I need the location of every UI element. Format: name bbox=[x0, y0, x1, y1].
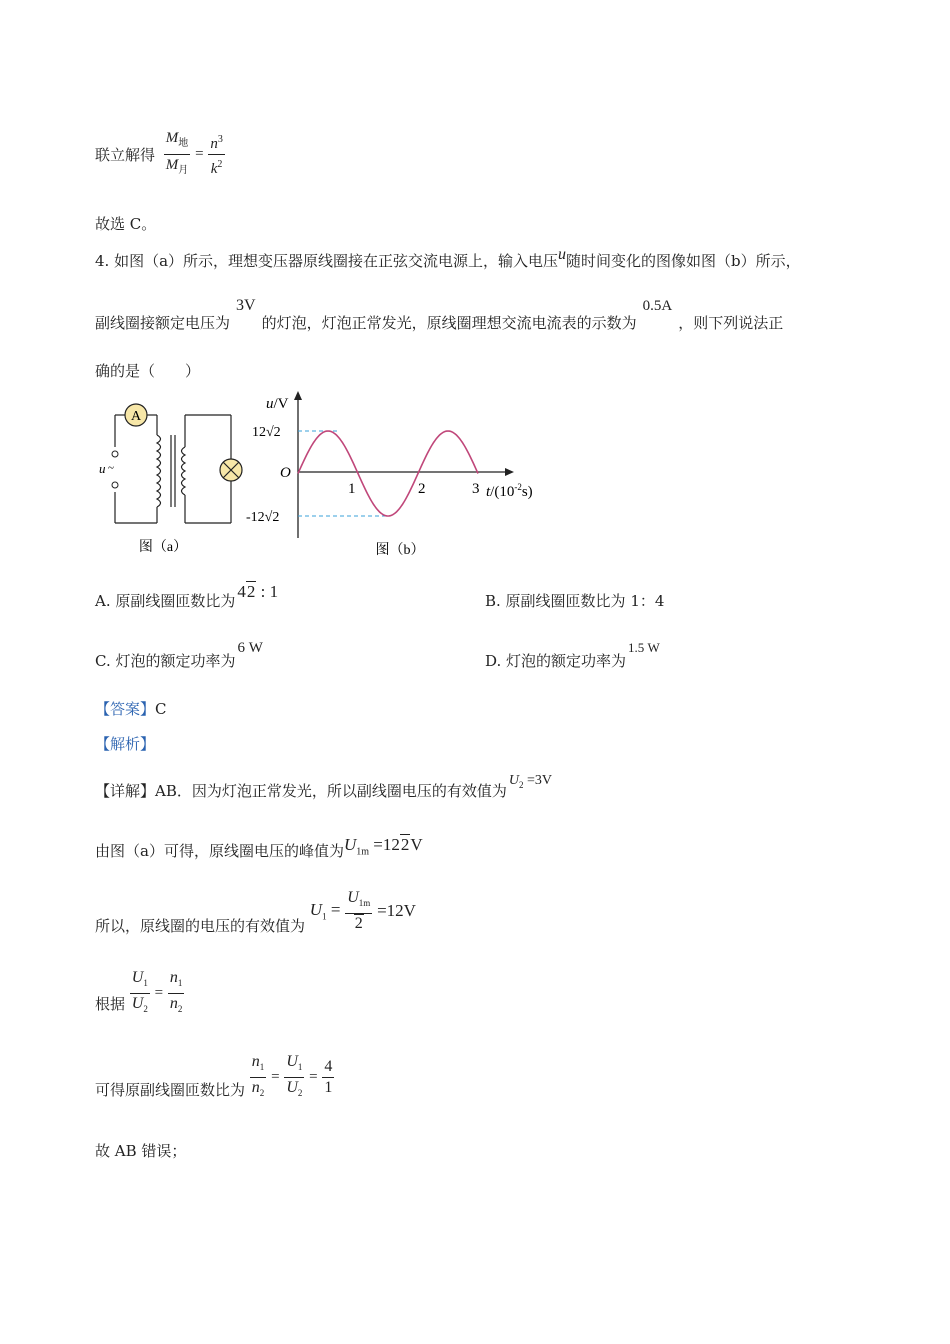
answer-value: C bbox=[155, 700, 167, 718]
solve-label: 联立解得 bbox=[95, 146, 156, 164]
x-tick-2: 2 bbox=[418, 481, 426, 497]
detail-line-5: 可得原副线圈匝数比为 $\frac{n_1}{n_2}$ = $\frac{U_1}{U_2}$ = $\frac{4}{1}$ bbox=[95, 1053, 333, 1100]
question-line-3: 确的是（ ） bbox=[95, 362, 201, 380]
option-a[interactable]: A. 原副线圈匝数比为 42 : 1 bbox=[95, 582, 279, 610]
option-a-value: 42 : 1 bbox=[237, 582, 279, 601]
y-axis-label: u/V bbox=[266, 396, 289, 412]
figure-b-caption: 图（b） bbox=[375, 543, 425, 558]
detail-line-2: 由图（a）可得，原线圈电压的峰值为$U_{1m} =122V$ bbox=[95, 835, 423, 860]
mass-ratio-fraction: $\frac{M_地}{M_月}$ bbox=[165, 130, 189, 176]
option-d[interactable]: D. 灯泡的额定功率为1.5 W bbox=[485, 640, 660, 670]
answer-line bbox=[95, 698, 167, 719]
voltage-graph bbox=[240, 388, 560, 560]
nk-fraction: $\frac{n^3}{k^2}$ bbox=[208, 130, 225, 179]
y-pos-tick: 12√2 bbox=[252, 425, 281, 440]
detail-line-4: 根据 $\frac{U_1}{U_2}$ = $\frac{n_1}{n_2}$ bbox=[95, 969, 183, 1015]
circuit-diagram bbox=[95, 395, 255, 560]
detail-line-6: 故 AB 错误； bbox=[95, 1142, 187, 1160]
ammeter-label: A bbox=[130, 409, 142, 424]
x-tick-3: 3 bbox=[472, 481, 480, 497]
option-b[interactable]: B. 原副线圈匝数比为 1：4 bbox=[485, 592, 665, 610]
choice-line: 故选 C。 bbox=[95, 215, 157, 233]
svg-text:~: ~ bbox=[108, 462, 114, 474]
source-label: u bbox=[99, 461, 106, 476]
figure-a-caption: 图（a） bbox=[138, 540, 188, 555]
question-line-1: 4. 如图（a）所示，理想变压器原线圈接在正弦交流电源上，输入电压u随时间变化的图像如图（b）所示， bbox=[95, 246, 801, 270]
sine-curve bbox=[298, 431, 478, 516]
y-neg-tick: -12√2 bbox=[246, 510, 280, 525]
rated-voltage: 3V bbox=[236, 297, 256, 314]
current-reading: 0.5A bbox=[642, 298, 673, 314]
option-c[interactable]: C. 灯泡的额定功率为6 W bbox=[95, 640, 263, 670]
x-tick-1: 1 bbox=[348, 481, 356, 497]
origin-label: O bbox=[280, 465, 291, 481]
question-line-2: 副线圈接额定电压为3V的灯泡，灯泡正常发光，原线圈理想交流电流表的示数为0.5A，则下列说法正 bbox=[95, 297, 784, 332]
x-axis-label: $t/(10^{-2}s)$ bbox=[486, 482, 533, 500]
answer-tag: 【答案】 bbox=[95, 700, 156, 718]
analysis-tag: 【解析】 bbox=[95, 735, 156, 753]
detail-line-1: 【详解】AB．因为灯泡正常发光，所以副线圈电压的有效值为$U_2 =3V$ bbox=[95, 773, 553, 800]
detail-line-3: 所以，原线圈的电压的有效值为 $U_1$ = $\frac{U_{1m}}{2}$ =12V bbox=[95, 889, 416, 935]
solve-line: 联立解得 $\frac{M_地}{M_月}$ = $\frac{n^3}{k^2}$ bbox=[95, 128, 225, 181]
